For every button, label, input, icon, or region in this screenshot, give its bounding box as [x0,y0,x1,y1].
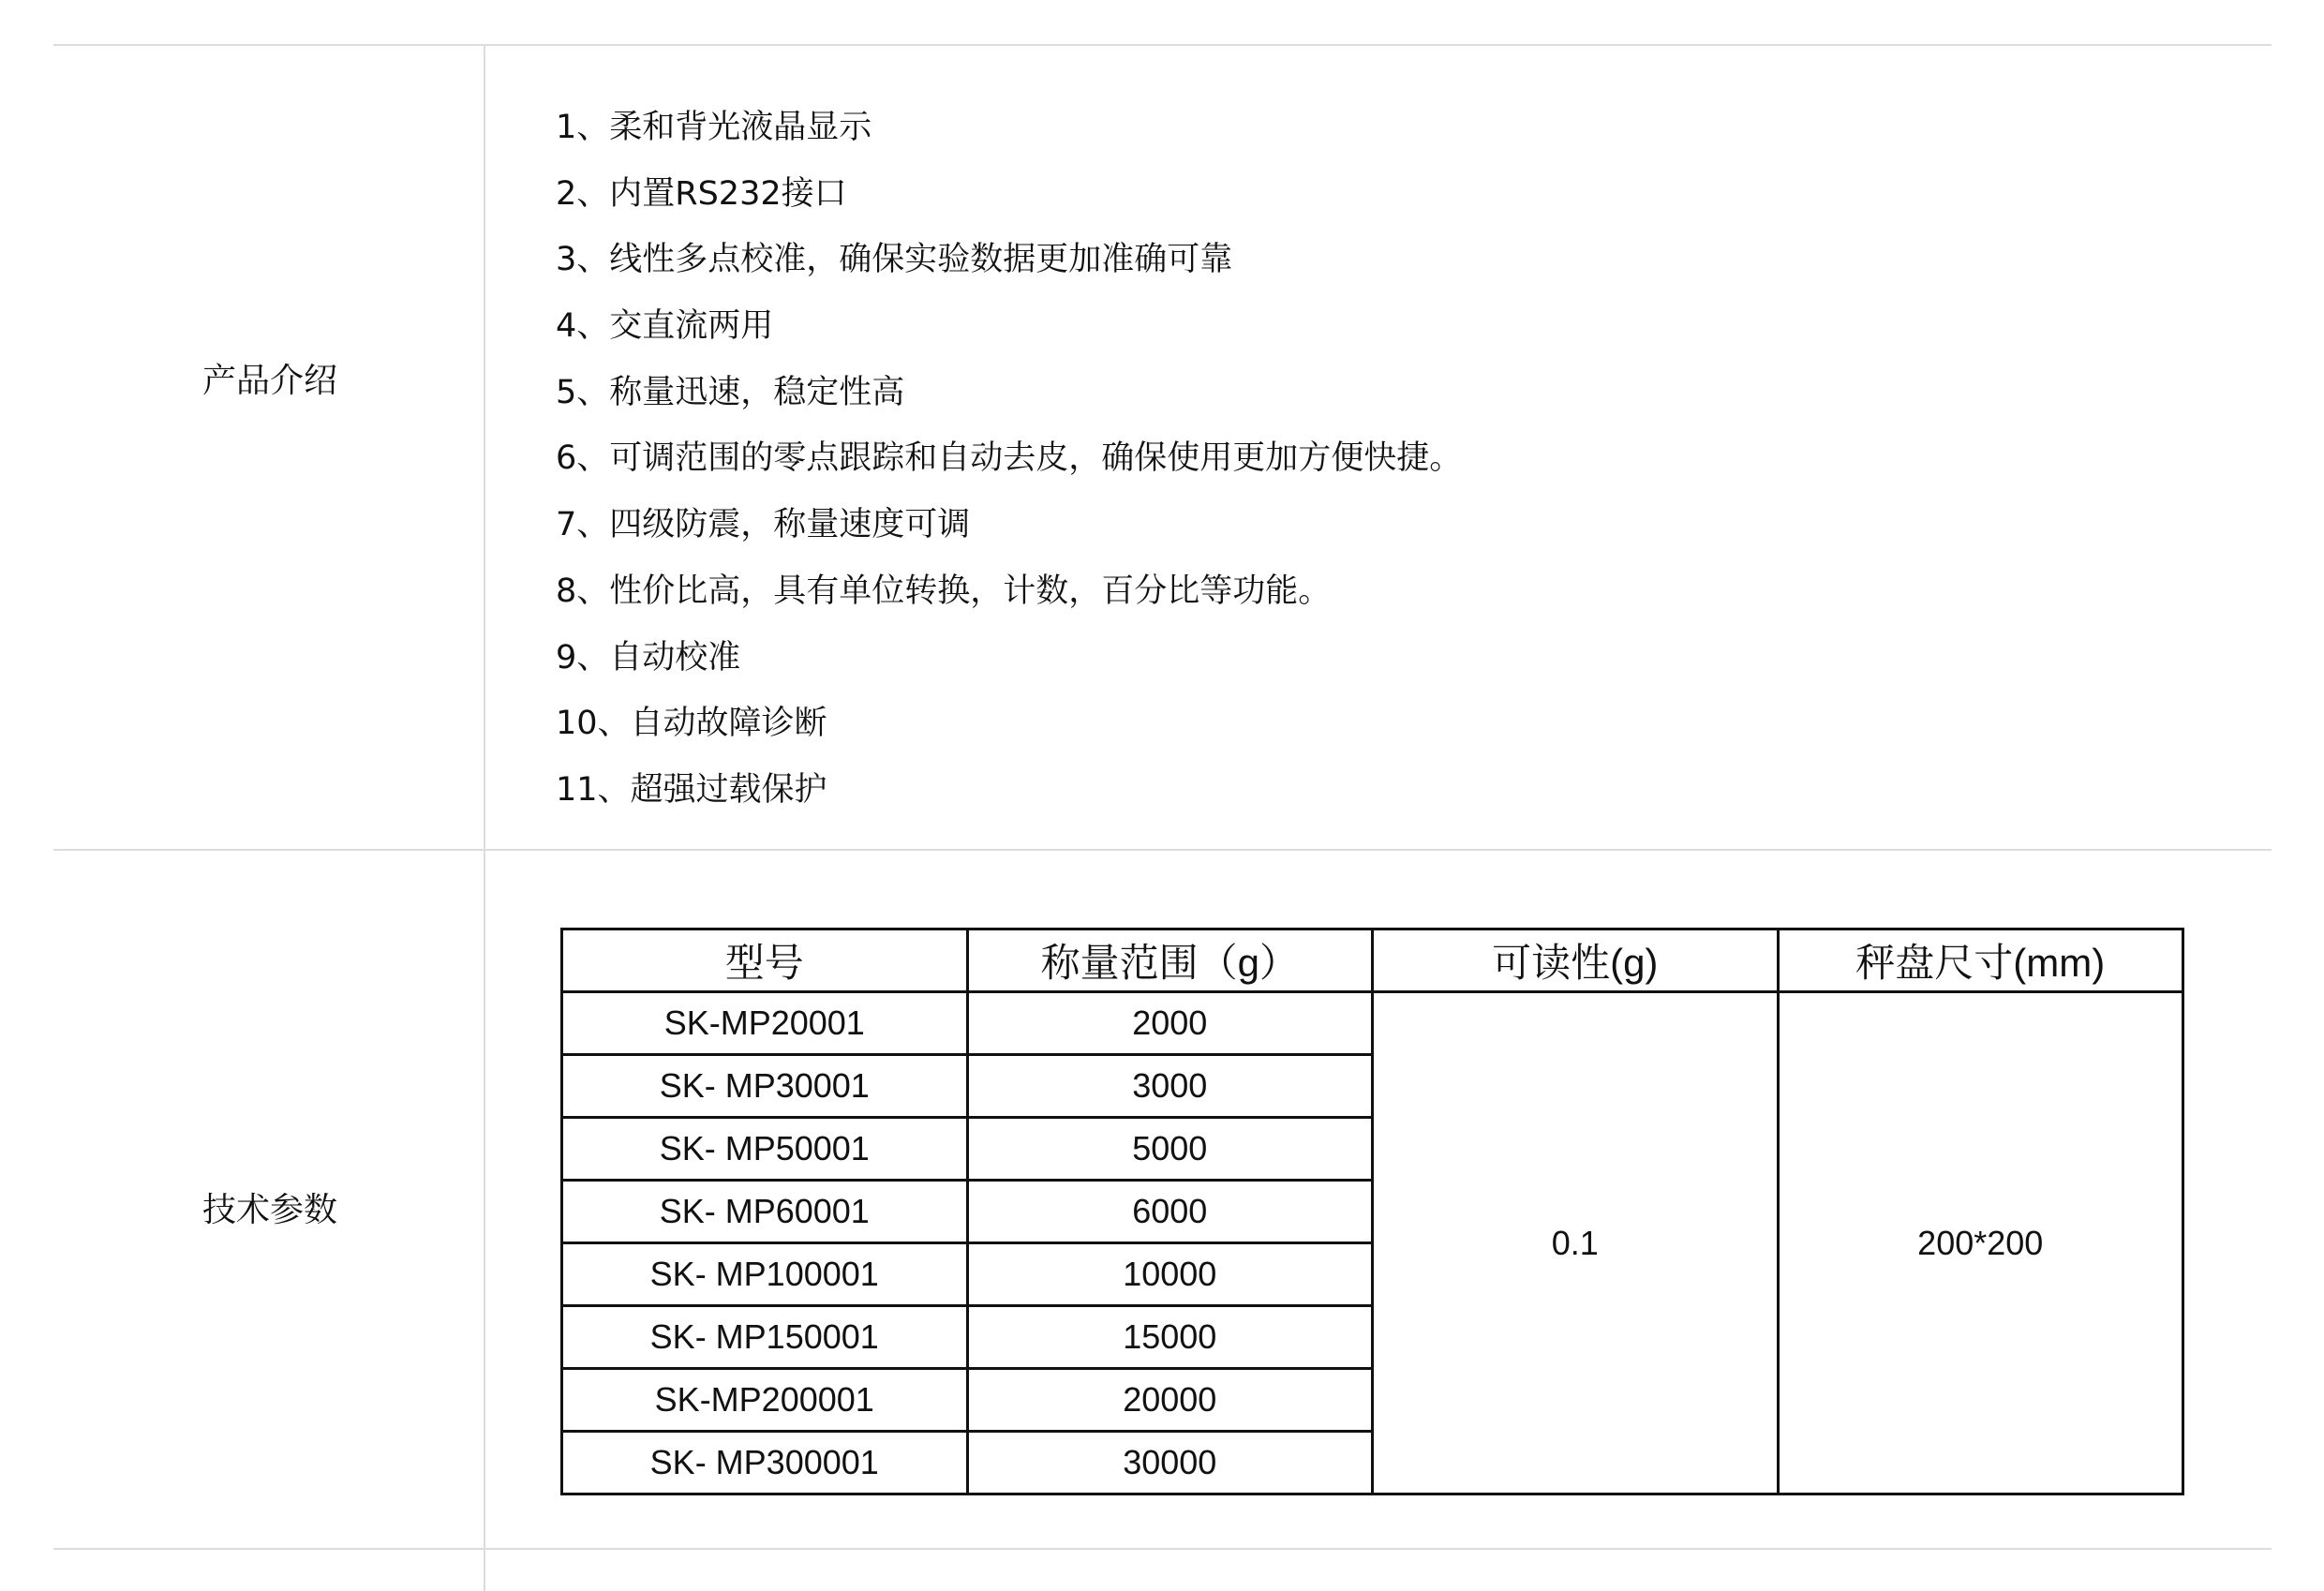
feature-item: 2、内置RS232接口 [556,174,847,213]
feature-item: 1、柔和背光液晶显示 [556,109,872,146]
feature-item: 5、称量迅速，稳定性高 [556,373,905,411]
range-cell: 30000 [967,1432,1373,1494]
model-cell: SK- MP30001 [562,1055,968,1118]
intro-section-label: 产品介绍 [202,362,338,400]
column-divider [484,45,485,1591]
model-cell: SK- MP150001 [562,1306,968,1369]
spec-table [560,928,2184,1495]
middle-divider [53,849,2272,851]
model-cell: SK- MP50001 [562,1118,968,1181]
model-cell: SK- MP100001 [562,1243,968,1306]
feature-item: 8、性价比高，具有单位转换，计数，百分比等功能。 [556,572,1332,610]
table-header-row [562,929,2183,992]
range-cell: 6000 [967,1181,1373,1243]
model-cell: SK- MP300001 [562,1432,968,1494]
bottom-divider [53,1548,2272,1550]
pan-size-cell: 200*200 [1778,992,2183,1494]
model-cell: SK-MP20001 [562,992,968,1055]
header-pan-size: 秤盘尺寸(mm) [1778,929,2183,992]
feature-item: 9、自动校准 [556,638,741,677]
range-cell: 2000 [967,992,1373,1055]
feature-item: 4、交直流两用 [556,307,774,346]
header-range: 称量范围（g） [967,929,1373,992]
range-cell: 10000 [967,1243,1373,1306]
range-cell: 15000 [967,1306,1373,1369]
header-model: 型号 [562,929,968,992]
feature-item: 7、四级防震，称量速度可调 [556,506,971,544]
feature-item: 10、自动故障诊断 [556,705,827,743]
range-cell: 20000 [967,1369,1373,1432]
top-divider [53,44,2272,46]
specs-section-label: 技术参数 [202,1191,338,1229]
feature-item: 3、线性多点校准，确保实验数据更加准确可靠 [556,241,1233,279]
feature-item: 6、可调范围的零点跟踪和自动去皮，确保使用更加方便快捷。 [556,439,1463,478]
table-row [562,992,2183,1055]
feature-list [556,95,1462,824]
range-cell: 3000 [967,1055,1373,1118]
range-cell: 5000 [967,1118,1373,1181]
model-cell: SK-MP200001 [562,1369,968,1432]
model-cell: SK- MP60001 [562,1181,968,1243]
feature-item: 11、超强过载保护 [556,770,827,809]
readability-cell: 0.1 [1373,992,1779,1494]
header-readability: 可读性(g) [1373,929,1779,992]
